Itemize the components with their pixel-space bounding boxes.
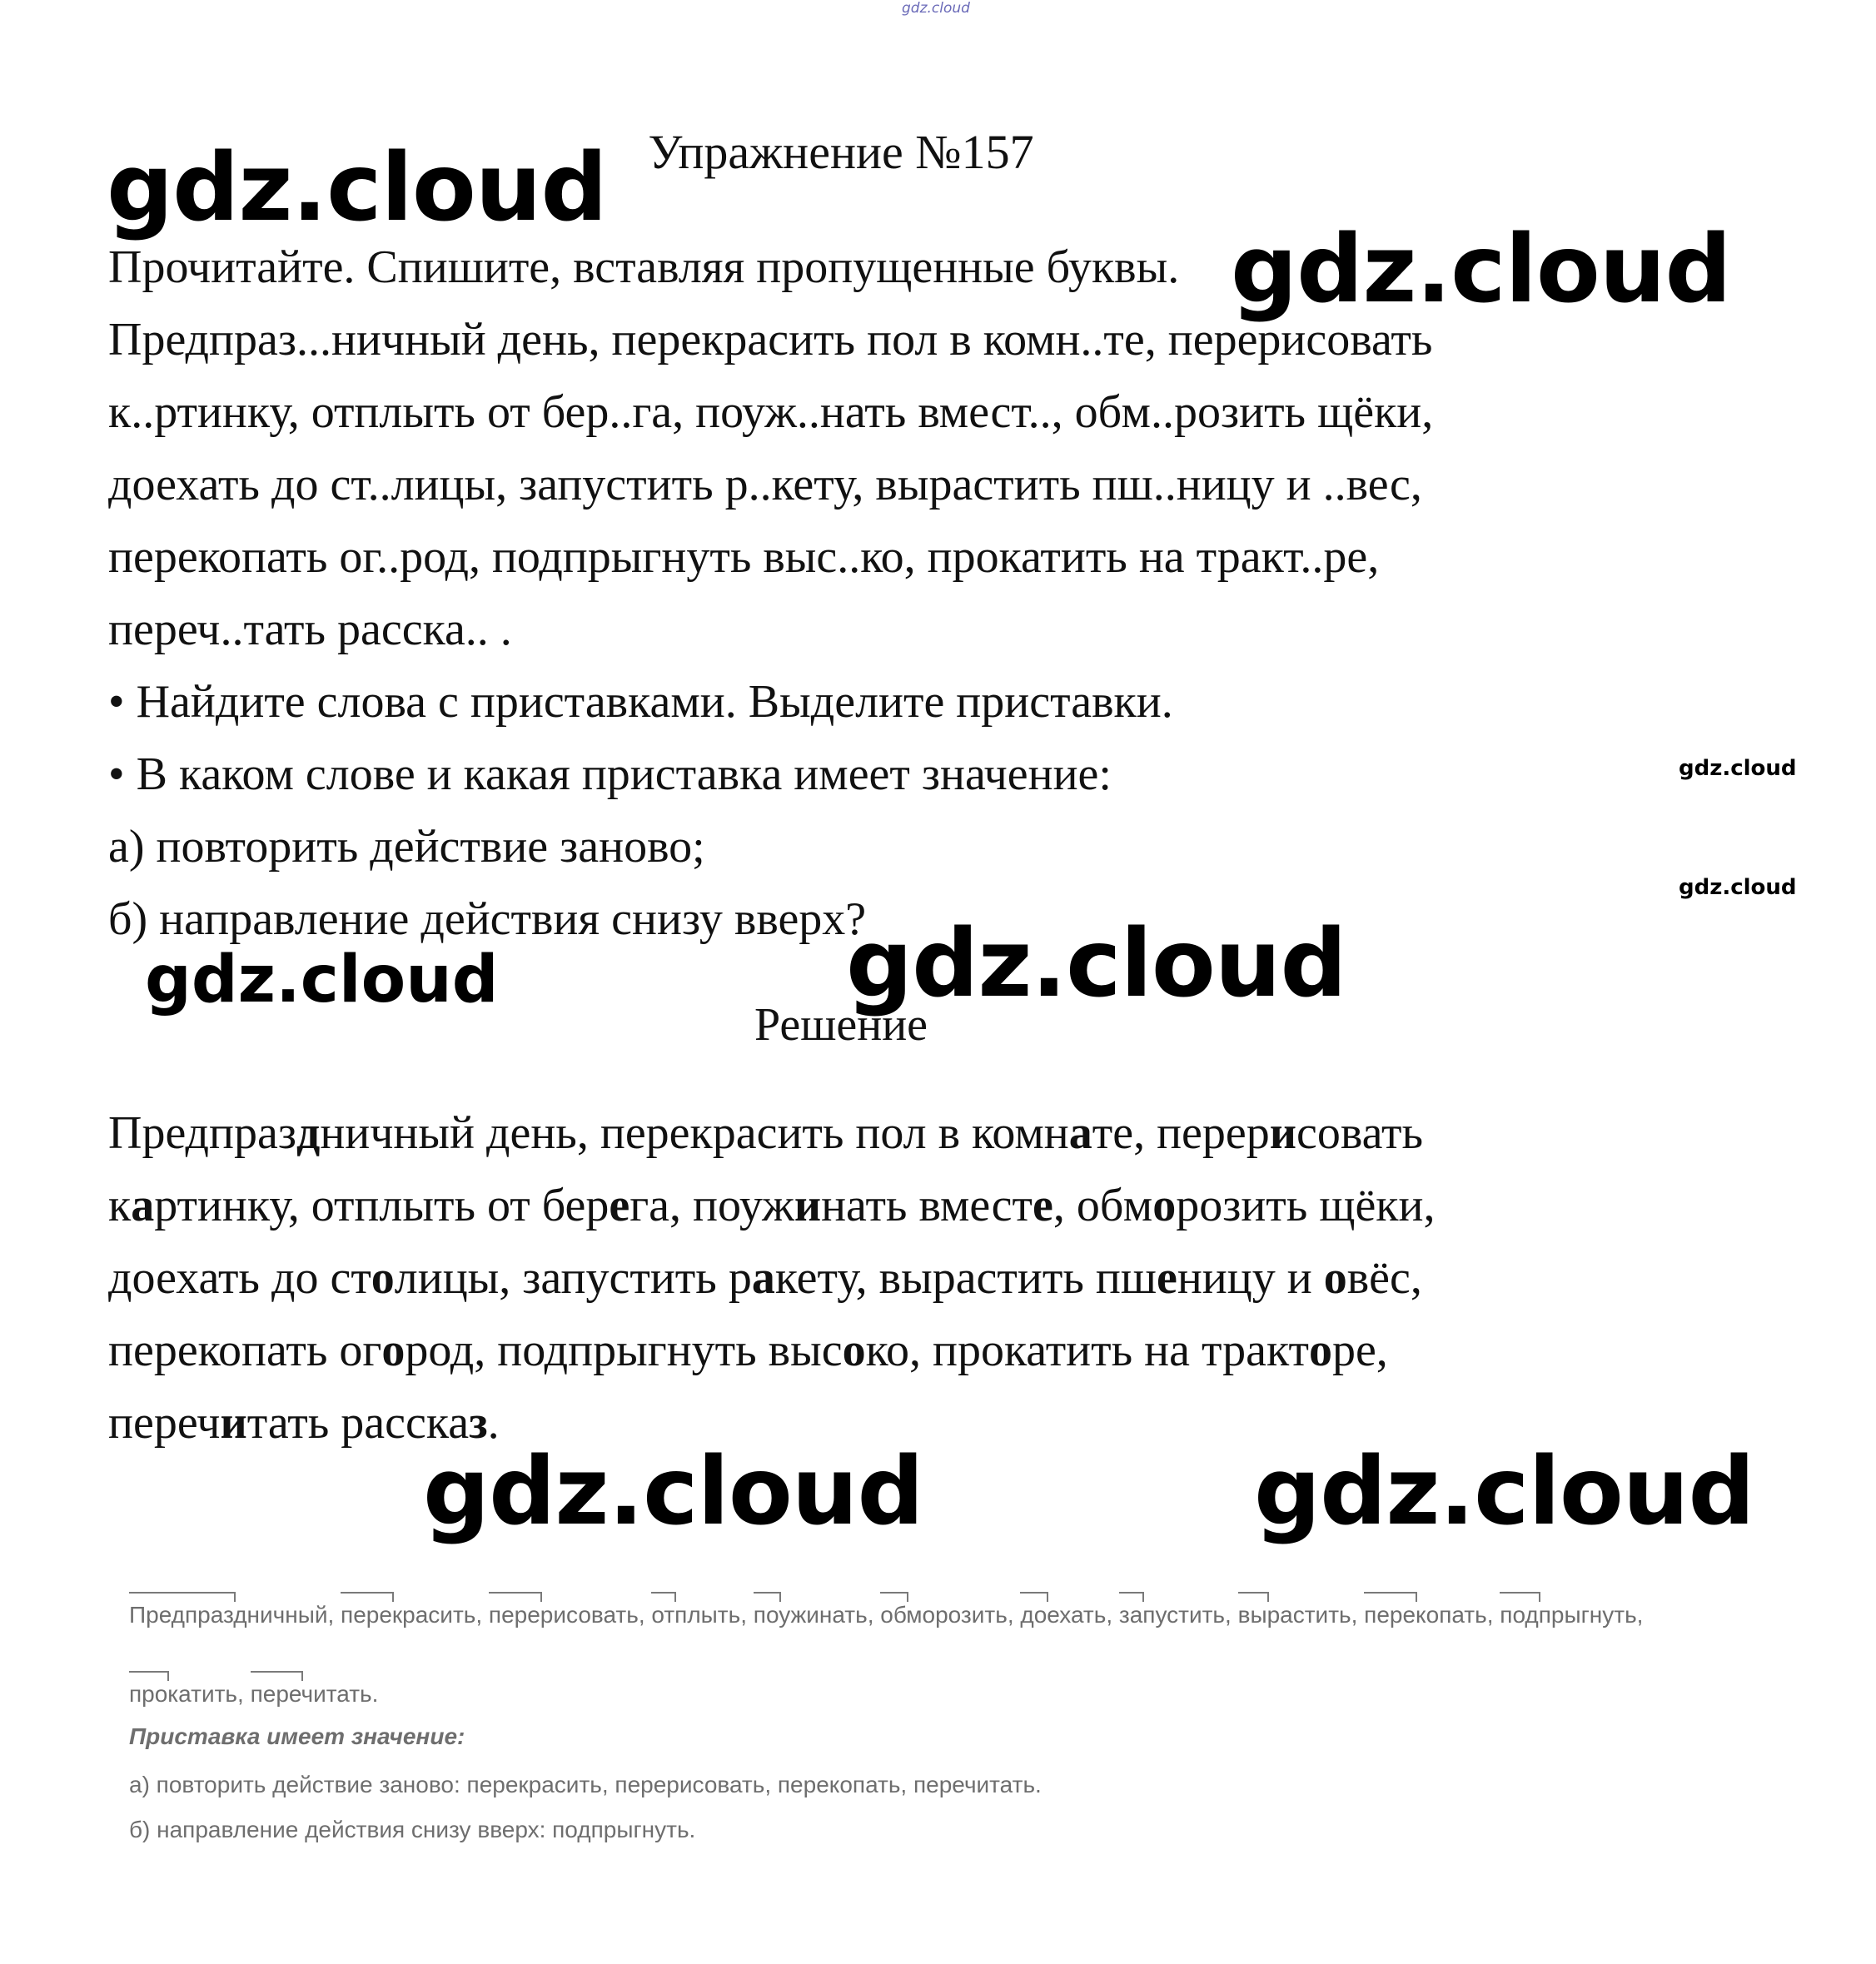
prefix-mark xyxy=(880,1592,908,1602)
prefix-mark xyxy=(489,1592,542,1602)
answer-line xyxy=(108,1170,1607,1242)
prefix-mark xyxy=(1238,1592,1269,1602)
answer-text: ницу и xyxy=(1177,1252,1324,1304)
watermark-top: gdz.cloud xyxy=(902,0,970,17)
answer-text: к xyxy=(108,1180,132,1231)
inserted-letter: и xyxy=(220,1397,247,1449)
answer-text: ртинку, отплыть от бер xyxy=(154,1180,610,1231)
answer-text: тать расска xyxy=(246,1397,470,1449)
prefix-mark xyxy=(129,1671,169,1681)
inserted-letter: е xyxy=(609,1180,630,1231)
prefixed-words-row xyxy=(129,1599,1643,1632)
solution-title: Решение xyxy=(754,999,928,1051)
prefix-mark xyxy=(129,1592,236,1602)
exercise-line: б) направление действия снизу вверх? xyxy=(108,893,867,945)
watermark: gdz.cloud xyxy=(1231,216,1731,324)
solution-answer xyxy=(108,1097,1607,1459)
inserted-letter: о xyxy=(381,1325,406,1376)
inserted-letter: о xyxy=(842,1325,866,1376)
answer-line xyxy=(108,1097,1607,1170)
exercise-title: Упражнение №157 xyxy=(648,125,1034,179)
answer-line xyxy=(108,1387,1607,1459)
answer-text: Предпраз xyxy=(108,1107,296,1159)
prefix-mark xyxy=(1020,1592,1048,1602)
exercise-line: к..ртинку, отплыть от бер..га, поуж..нать вмест.., обм..розить щёки, xyxy=(108,386,1434,438)
answer-text: розить щёки, xyxy=(1176,1180,1436,1231)
meaning-a: а) повторить действие заново: перекрасить, перерисовать, перекопать, перечитать. xyxy=(129,1772,1042,1797)
prefix-mark xyxy=(341,1592,394,1602)
inserted-letter: д xyxy=(296,1107,321,1159)
prefix-mark xyxy=(754,1592,781,1602)
answer-text: ре, xyxy=(1331,1325,1388,1376)
prefixed-word: перекопать, xyxy=(1364,1599,1493,1632)
prefixed-word: вырастить, xyxy=(1238,1599,1358,1632)
answer-text: ничный день, перекрасить пол в комн xyxy=(320,1107,1069,1159)
answer-text: вёс, xyxy=(1346,1252,1422,1304)
prefix-mark xyxy=(1119,1592,1144,1602)
prefixed-word: подпрыгнуть, xyxy=(1500,1599,1643,1632)
inserted-letter: о xyxy=(371,1252,395,1304)
answer-text: лицы, запустить р xyxy=(394,1252,752,1304)
exercise-line: • В каком слове и какая приставка имеет значение: xyxy=(108,748,1112,800)
prefixed-word: Предпраздничный, xyxy=(129,1599,334,1632)
answer-text: ко, прокатить на тракт xyxy=(865,1325,1309,1376)
prefix-mark xyxy=(1500,1592,1540,1602)
prefixed-word: перекрасить, xyxy=(341,1599,482,1632)
inserted-letter: и xyxy=(794,1180,822,1231)
watermark: gdz.cloud xyxy=(423,1438,923,1546)
prefixed-word: перечитать. xyxy=(251,1678,379,1711)
watermark: gdz.cloud xyxy=(1679,875,1797,900)
inserted-letter: о xyxy=(1152,1180,1177,1231)
prefixed-word: поужинать, xyxy=(754,1599,874,1632)
answer-text: нать вмест xyxy=(821,1180,1033,1231)
watermark: gdz.cloud xyxy=(846,910,1346,1018)
answer-text: кету, вырастить пш xyxy=(774,1252,1157,1304)
answer-text: те, перер xyxy=(1092,1107,1270,1159)
prefix-mark xyxy=(1364,1592,1417,1602)
answer-text: доехать до ст xyxy=(108,1252,371,1304)
exercise-line: Прочитайте. Спишите, вставляя пропущенные буквы. xyxy=(108,241,1180,293)
inserted-letter: о xyxy=(1308,1325,1332,1376)
exercise-line: доехать до ст..лицы, запустить р..кету, вырастить пш..ницу и ..вес, xyxy=(108,459,1422,510)
watermark: gdz.cloud xyxy=(1254,1438,1754,1546)
answer-text: совать xyxy=(1296,1107,1424,1159)
exercise-line: а) повторить действие заново; xyxy=(108,821,705,873)
answer-text: перекопать ог xyxy=(108,1325,382,1376)
answer-text: . xyxy=(487,1397,500,1449)
exercise-line: • Найдите слова с приставками. Выделите приставки. xyxy=(108,676,1173,728)
answer-text: род, подпрыгнуть выс xyxy=(405,1325,843,1376)
inserted-letter: е xyxy=(1156,1252,1177,1304)
prefixed-word: доехать, xyxy=(1020,1599,1112,1632)
prefixed-word: прокатить, xyxy=(129,1678,244,1711)
meaning-b: б) направление действия снизу вверх: подпрыгнуть. xyxy=(129,1817,696,1842)
inserted-letter: о xyxy=(1323,1252,1347,1304)
prefixed-word: отплыть, xyxy=(651,1599,747,1632)
inserted-letter: а xyxy=(1068,1107,1092,1159)
prefixed-words-row xyxy=(129,1678,378,1711)
watermark: gdz.cloud xyxy=(145,942,499,1017)
prefixed-word: обморозить, xyxy=(880,1599,1013,1632)
answer-text: переч xyxy=(108,1397,221,1449)
meaning-title: Приставка имеет значение: xyxy=(129,1723,465,1749)
watermark: gdz.cloud xyxy=(107,134,607,242)
prefix-mark xyxy=(651,1592,676,1602)
prefixed-word: запустить, xyxy=(1119,1599,1232,1632)
watermark: gdz.cloud xyxy=(1679,756,1797,781)
exercise-line: переч..тать расска.. . xyxy=(108,604,512,655)
inserted-letter: а xyxy=(751,1252,775,1304)
answer-text: , обм xyxy=(1052,1180,1153,1231)
exercise-line: Предпраз...ничный день, перекрасить пол в комн..те, перерисовать xyxy=(108,314,1433,365)
answer-text: га, поуж xyxy=(629,1180,794,1231)
inserted-letter: а xyxy=(131,1180,155,1231)
prefixed-word: перерисовать, xyxy=(489,1599,645,1632)
answer-line xyxy=(108,1315,1607,1387)
exercise-line: перекопать ог..род, подпрыгнуть выс..ко, прокатить на тракт..ре, xyxy=(108,531,1380,583)
answer-line xyxy=(108,1242,1607,1315)
prefix-mark xyxy=(251,1671,304,1681)
inserted-letter: и xyxy=(1269,1107,1297,1159)
exercise-text xyxy=(108,231,1607,956)
inserted-letter: з xyxy=(469,1397,488,1449)
inserted-letter: е xyxy=(1032,1180,1053,1231)
